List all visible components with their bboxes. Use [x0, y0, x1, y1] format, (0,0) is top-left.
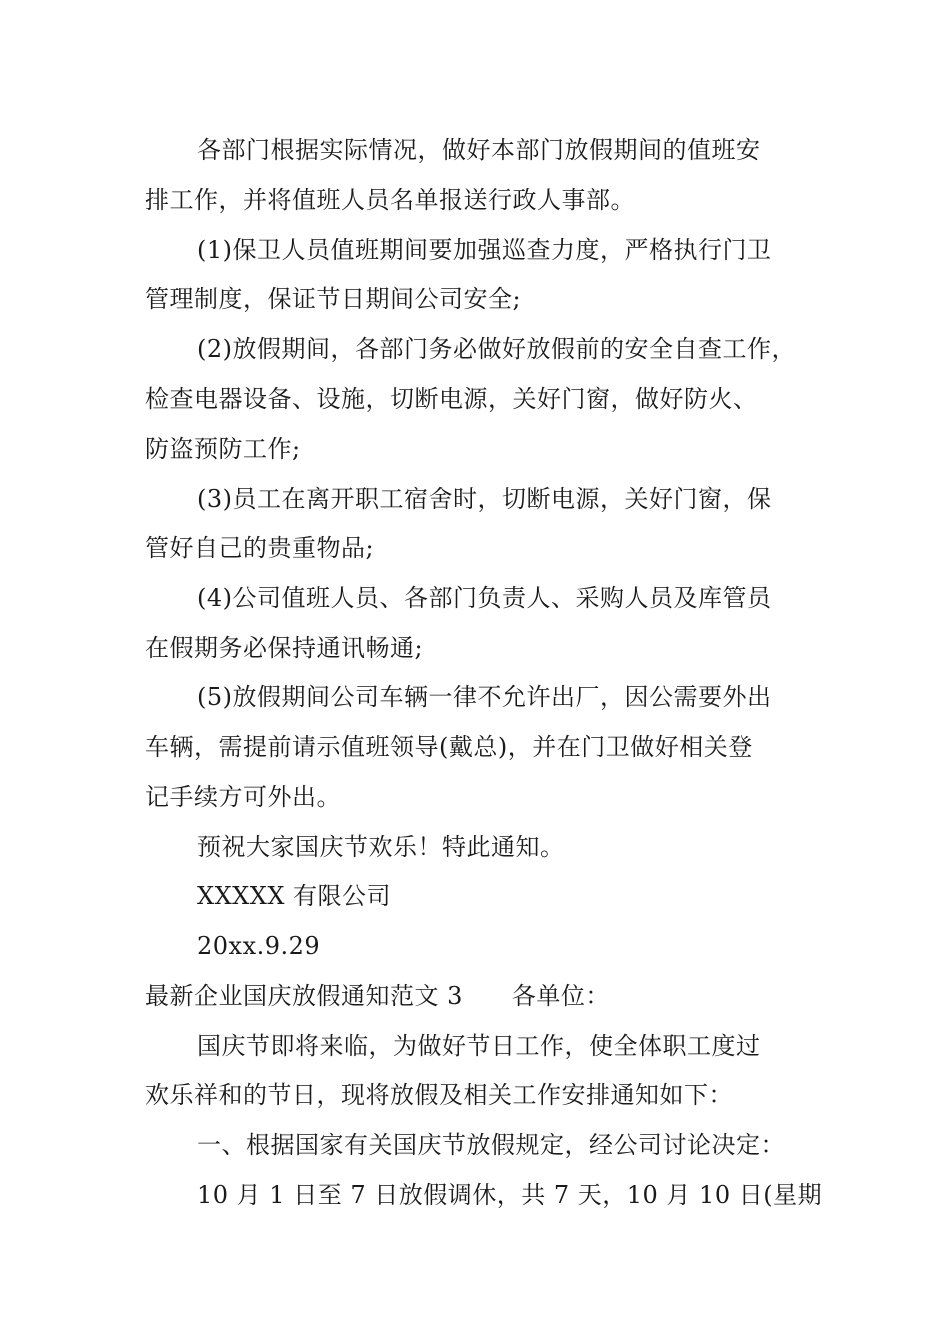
section-heading: 最新企业国庆放假通知范文 3 各单位：	[145, 982, 610, 1010]
paragraph-line: 记手续方可外出。	[145, 783, 341, 811]
paragraph-line: 各部门根据实际情况，做好本部门放假期间的值班安	[197, 136, 761, 164]
paragraph-line: 管理制度，保证节日期间公司安全;	[145, 285, 522, 313]
paragraph-line: (1)保卫人员值班期间要加强巡查力度，严格执行门卫	[197, 236, 772, 264]
paragraph-line: 防盗预防工作;	[145, 435, 301, 463]
company-signature: XXXXX 有限公司	[197, 882, 392, 910]
document-date: 20xx.9.29	[197, 932, 321, 960]
paragraph-line: 欢乐祥和的节日，现将放假及相关工作安排通知如下：	[145, 1081, 733, 1109]
paragraph-line: (4)公司值班人员、各部门负责人、采购人员及库管员	[197, 584, 772, 612]
paragraph-line: 在假期务必保持通讯畅通;	[145, 634, 424, 662]
closing-line: 预祝大家国庆节欢乐！特此通知。	[197, 833, 565, 861]
paragraph-line: 检查电器设备、设施，切断电源，关好门窗，做好防火、	[145, 385, 758, 413]
paragraph-line: 车辆，需提前请示值班领导(戴总)，并在门卫做好相关登	[145, 733, 753, 761]
paragraph-line: 一、根据国家有关国庆节放假规定，经公司讨论决定：	[197, 1131, 785, 1159]
paragraph-line: (5)放假期间公司车辆一律不允许出厂，因公需要外出	[197, 683, 772, 711]
paragraph-line: (2)放假期间，各部门务必做好放假前的安全自查工作，	[197, 335, 796, 363]
paragraph-line: 排工作，并将值班人员名单报送行政人事部。	[145, 186, 635, 214]
paragraph-line: (3)员工在离开职工宿舍时，切断电源，关好门窗，保	[197, 485, 772, 513]
paragraph-line: 10 月 1 日至 7 日放假调休，共 7 天，10 月 10 日(星期	[197, 1181, 823, 1209]
paragraph-line: 国庆节即将来临，为做好节日工作，使全体职工度过	[197, 1032, 761, 1060]
paragraph-line: 管好自己的贵重物品;	[145, 534, 375, 562]
